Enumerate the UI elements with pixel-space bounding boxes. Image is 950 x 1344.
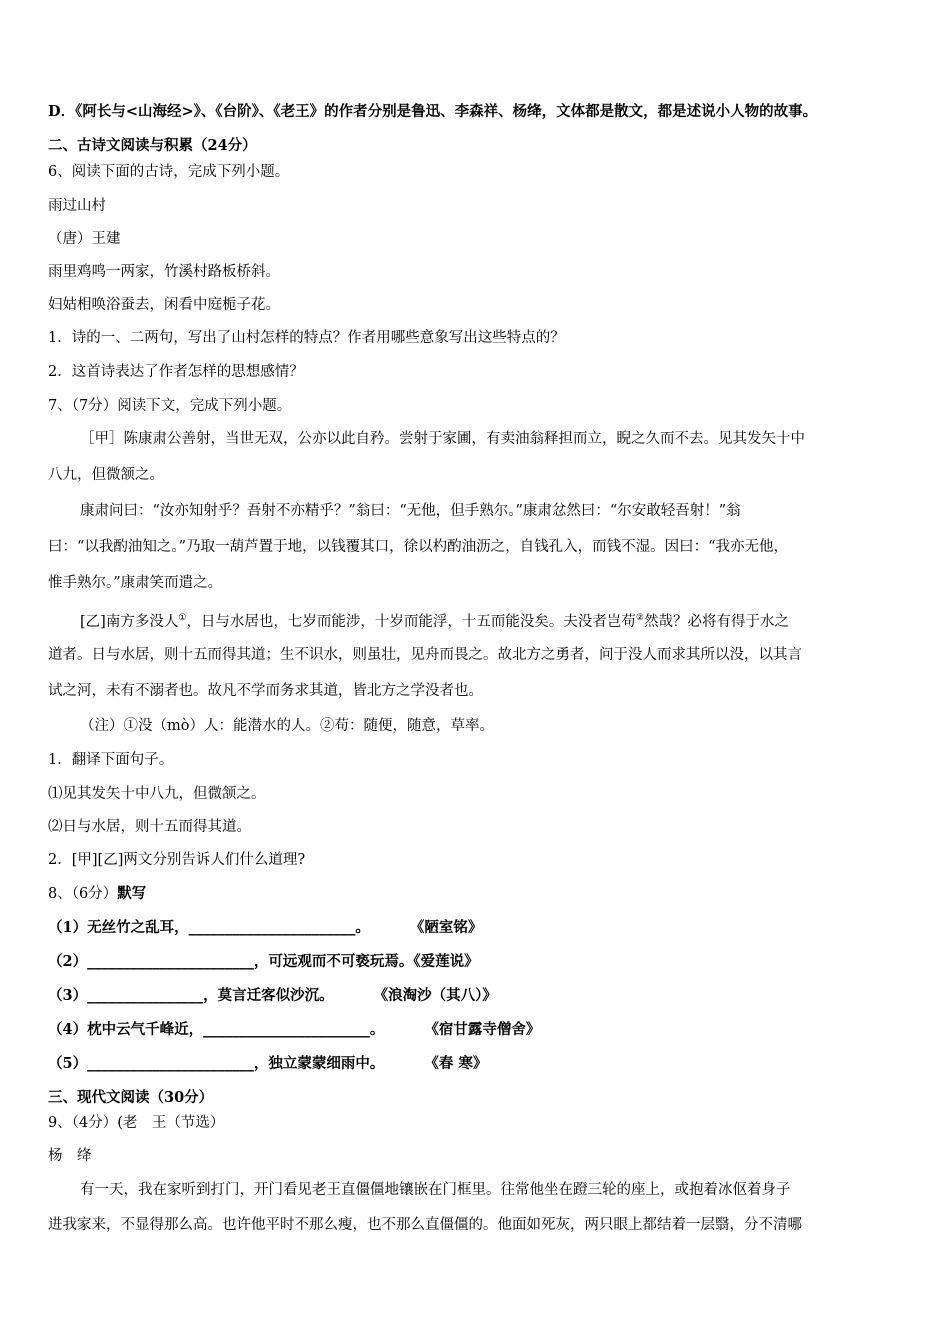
q8-prompt: [48, 884, 146, 904]
poem-title: 雨过山村: [48, 198, 106, 214]
jia-para2-line3: 惟手熟尔。”康肃笑而遣之。: [48, 575, 223, 591]
q8-item-5: [48, 1054, 487, 1074]
article-para1-line2: 进我家来，不显得那么高。也许他平时不那么瘦，也不那么直僵僵的。他面如死灰，两只眼上都结着一层翳，分不清哪: [48, 1217, 802, 1233]
q6-subquestion-1: 1．诗的一、二两句，写出了山村怎样的特点？作者用哪些意象写出这些特点的？: [48, 330, 565, 346]
q8-item-3: [48, 986, 497, 1006]
yi-line2: 道者。日与水居，则十五而得其道；生不识水，则虽壮，见舟而畏之。故北方之勇者，问于没人而求其所以没，以其言: [48, 647, 802, 663]
article-para1-line1: 有一天，我在家听到打门，开门看见老王直僵僵地镶嵌在门框里。往常他坐在蹬三轮的座上，或抱着冰伛着身子: [80, 1182, 791, 1198]
q8-item-2-post: ，可远观而不可亵玩焉。: [253, 953, 414, 970]
q7-sub2: 2．[甲][乙]两文分别告诉人们什么道理?: [48, 852, 306, 868]
q7-prompt: 7、（7分）阅读下文，完成下列小题。: [48, 398, 292, 414]
q8-item-4-blank[interactable]: _______________________: [203, 1021, 370, 1038]
q8-item-4-source: 《宿甘露寺僧舍》: [424, 1021, 541, 1038]
section2-heading: 二、古诗文阅读与积累（24分）: [48, 137, 257, 154]
footnote-marker-1: ①: [178, 613, 187, 623]
q7-sub1-a: ⑴见其发矢十中八九，但微颔之。: [48, 786, 266, 802]
yi-line1-part-a: [乙]南方多没人: [80, 613, 179, 630]
footnote: （注）①没（mò）人：能潜水的人。②苟：随便，随意，草率。: [80, 718, 494, 734]
yi-line1-part-c: 然哉？必将有得于水之: [643, 613, 789, 630]
article-author: 杨 绛: [48, 1148, 92, 1164]
yi-line3: 试之河，未有不溺者也。故凡不学而务求其道，皆北方之学没者也。: [48, 683, 483, 699]
q8-item-2: [48, 952, 479, 972]
q8-item-1-pre: （1）无丝竹之乱耳，: [48, 919, 189, 936]
q6-subquestion-2: 2．这首诗表达了作者怎样的思想感情？: [48, 364, 304, 380]
option-d: D．《阿长与<山海经>》、《台阶》、《老王》的作者分别是鲁迅、李森祥、杨绛，文体都是散文，都是述说小人物的故事。: [48, 103, 818, 120]
q8-item-5-blank[interactable]: _______________________: [87, 1055, 254, 1072]
q9-prompt: 9、（4分）(老 王（节选）: [48, 1115, 225, 1131]
q6-prompt: 6、阅读下面的古诗，完成下列小题。: [48, 164, 290, 180]
footnote-marker-2: ②: [635, 613, 644, 623]
q8-item-5-post: ，独立蒙蒙细雨中。: [253, 1055, 385, 1072]
q8-item-1-post: 。: [355, 919, 370, 936]
q7-sub1-b: ⑵日与水居，则十五而得其道。: [48, 819, 251, 835]
q8-prompt-bold: 默写: [117, 885, 147, 902]
q8-item-2-source: 《爱莲说》: [413, 953, 479, 970]
yi-line1: [80, 608, 789, 632]
jia-para1-line2: 八九，但微颔之。: [48, 467, 164, 483]
q8-item-3-source: 《浪淘沙（其八）》: [373, 987, 497, 1004]
q8-item-3-pre: （3）: [48, 987, 88, 1004]
q8-item-5-source: 《春 寒》: [424, 1055, 488, 1072]
q8-item-5-pre: （5）: [48, 1055, 88, 1072]
poem-line-1: 雨里鸡鸣一两家，竹溪村路板桥斜。: [48, 264, 280, 280]
q7-sub1: 1．翻译下面句子。: [48, 752, 174, 768]
q8-item-4-pre: （4）枕中云气千峰近，: [48, 1021, 204, 1038]
q8-item-1-source: 《陋室铭》: [409, 919, 483, 936]
poem-author: （唐）王建: [48, 231, 121, 247]
poem-line-2: 妇姑相唤浴蚕去，闲看中庭栀子花。: [48, 297, 280, 313]
q8-item-3-blank[interactable]: ________________: [87, 987, 204, 1004]
q8-item-4-post: 。: [369, 1021, 385, 1038]
q8-item-1: [48, 918, 482, 938]
q8-item-2-blank[interactable]: _______________________: [87, 953, 254, 970]
jia-para2-line1: 康肃问曰：“汝亦知射乎？吾射不亦精乎？”翁曰：“无他，但手熟尔。”康肃忿然曰：“尔安敢轻吾射！”翁: [80, 503, 741, 519]
q8-item-3-post: ，莫言迁客似沙沉。: [203, 987, 334, 1004]
jia-para1-line1: ［甲］陈康肃公善射，当世无双，公亦以此自矜。尝射于家圃，有卖油翁释担而立，睨之久而不去。见其发矢十中: [80, 431, 805, 447]
section3-heading: 三、现代文阅读（30分）: [48, 1089, 214, 1106]
q8-item-4: [48, 1020, 540, 1040]
yi-line1-part-b: ，日与水居也，七岁而能涉，十岁而能浮，十五而能没矣。夫没者岂苟: [186, 613, 636, 630]
q8-prompt-text: 8、（6分）: [48, 886, 118, 902]
q8-item-1-blank[interactable]: _______________________: [188, 919, 356, 936]
jia-para2-line2: 曰：“以我酌油知之。”乃取一葫芦置于地，以钱覆其口，徐以杓酌油沥之，自钱孔入，而钱不湿。因曰：“我亦无他，: [48, 539, 788, 555]
q8-item-2-pre: （2）: [48, 953, 88, 970]
